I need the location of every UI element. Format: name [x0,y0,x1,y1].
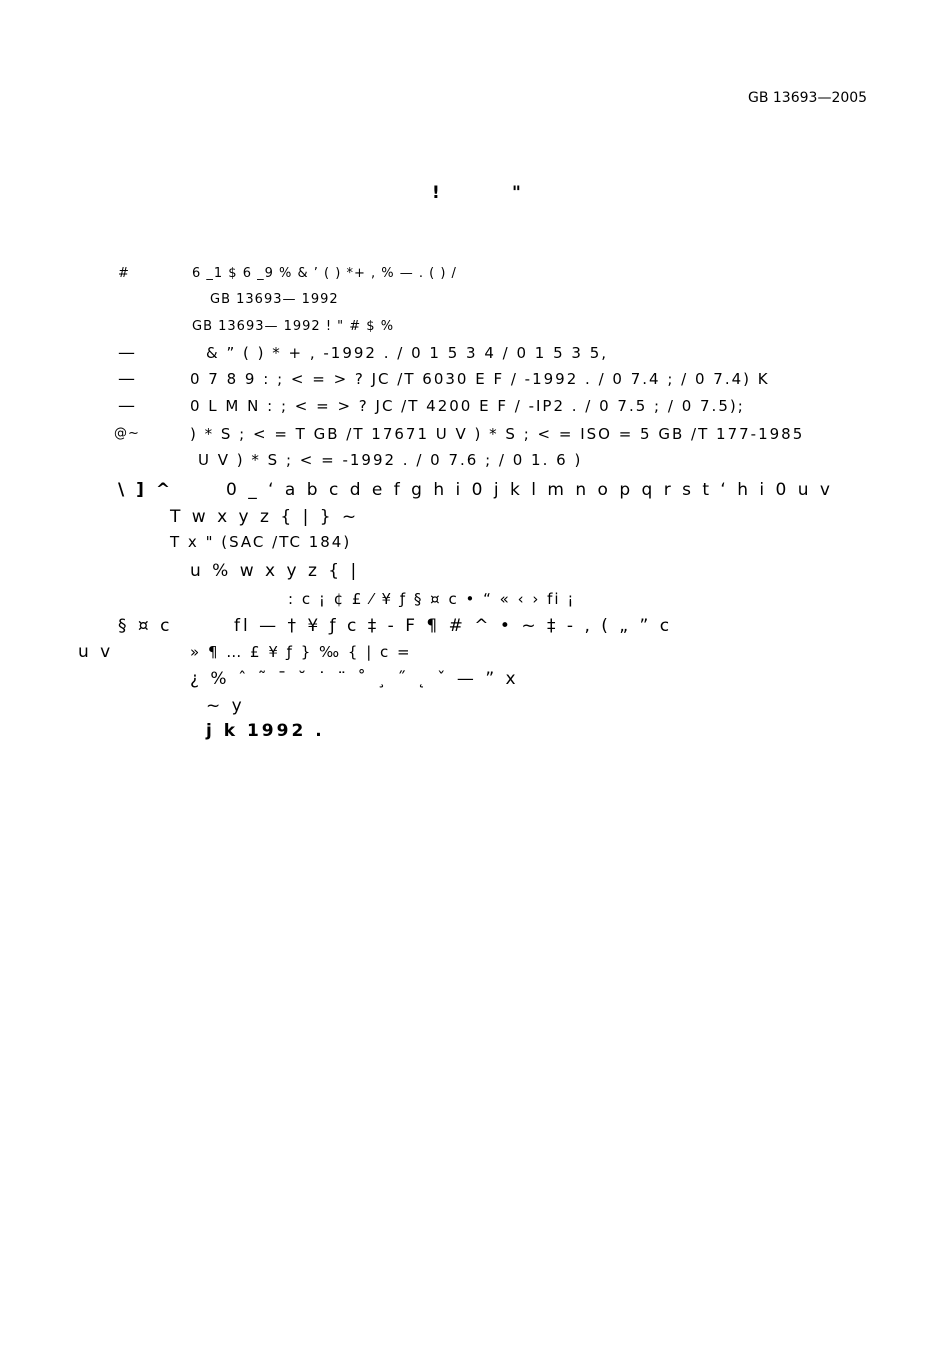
heading-glyph-a: ! [432,183,440,203]
change-item-4-marker: @~ [114,426,140,441]
change-item-2-text: 0 7 8 9 : ; < = > ? JC /T 6030 E F / -1992 . / 0 7.4 ; / 0 7.4) K [190,370,770,388]
foreword-line-1-text: 6 _1 $ 6 _9 % & ’ ( ) *+ , % — . ( ) / [192,266,457,281]
drafters-line-2-marker: u v [78,642,114,662]
standard-number: GB 13693—2005 [748,90,868,106]
drafters-line-2-text: » ¶ … £ ¥ ƒ } ‰ { | c = [190,643,412,661]
history-line-2: ~ y [206,696,245,716]
appendix-line-marker: \ ] ^ [118,480,174,500]
change-item-3-marker: — [118,396,138,416]
foreword-line-2-text: GB 13693— 1992 [210,292,339,307]
change-item-4-text: ) * S ; < = T GB /T 17671 U V ) * S ; < = ISO = 5 GB /T 177-1985 [190,425,805,443]
committee-line: T x " (SAC /TC 184) [170,533,352,551]
appendix-line-text: 0 _ ‘ a b c d e f g h i 0 j k l m n o p q r s t ‘ h i 0 u v [226,480,833,500]
drafters-line-text: fl — † ¥ ƒ c ‡ - F ¶ # ^ • ~ ‡ - , ( „ ” c [234,616,673,636]
change-item-1-marker: — [118,343,138,363]
drafting-unit-line: u % w x y z { | [190,561,360,581]
participants-line-1: : c ¡ ¢ £ ⁄ ¥ ƒ § ¤ c • “ « ‹ › fi ¡ [288,590,576,608]
change-item-3-text: 0 L M N : ; < = > ? JC /T 4200 E F / -IP2 . / 0 7.5 ; / 0 7.5); [190,397,745,415]
proposer-line: T w x y z { | } ~ [170,507,360,527]
history-line-3: j k 1992 . [206,721,325,741]
drafters-line-marker: § ¤ c [118,616,173,636]
foreword-line-3-text: GB 13693— 1992 ! " # $ % [192,319,395,334]
change-item-2-marker: — [118,369,138,389]
change-item-1-text: & ” ( ) * + , -1992 . / 0 1 5 3 4 / 0 1 5 3 5, [206,344,609,362]
foreword-line-1 [118,262,130,286]
line-marker: # [118,266,130,281]
heading-glyph-b: " [512,183,521,203]
history-line-1: ¿ % ˆ ˜ ¯ ˘ ˙ ¨ ˚ ¸ ˝ ˛ ˇ — ” x [190,669,519,689]
change-item-4-cont: U V ) * S ; < = -1992 . / 0 7.6 ; / 0 1. 6 ) [198,451,583,469]
